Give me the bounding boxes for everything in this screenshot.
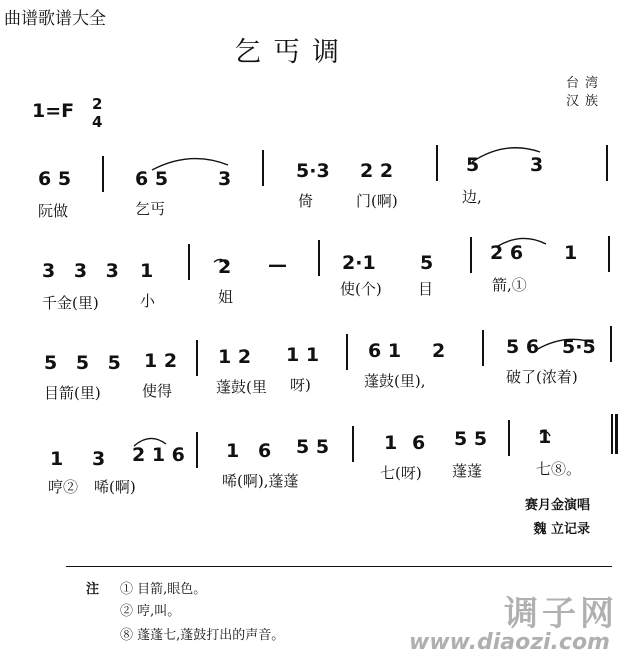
bar-line xyxy=(196,432,198,468)
bar-line xyxy=(346,334,348,370)
s2-lyric: 箭,① xyxy=(492,276,527,294)
s3-note: 5 5 5 xyxy=(44,352,127,374)
bar-line xyxy=(470,237,472,273)
bar-line xyxy=(608,236,610,272)
s1-note: 2 2 xyxy=(360,160,394,182)
bar-line xyxy=(352,426,354,462)
s1-lyric: 边, xyxy=(462,188,482,206)
s2-note: 1 xyxy=(564,242,578,264)
footnote-divider xyxy=(66,566,612,567)
s3-note: 6 1 xyxy=(368,340,402,362)
bar-line xyxy=(196,340,198,376)
s1-note: 5 xyxy=(466,154,480,176)
s2-lyric: 姐 xyxy=(218,288,234,306)
s4-note: 3 xyxy=(92,448,106,470)
s1-lyric: 乞丐 xyxy=(135,200,166,218)
s4-note: 2 1 6 xyxy=(132,444,185,466)
bar-line xyxy=(436,145,438,181)
credit-singer: 赛月金演唱 xyxy=(524,498,590,513)
bar-line xyxy=(508,420,510,456)
s4-lyric: 七(呀) xyxy=(380,464,422,482)
s3-lyric: 蓬鼓(里), xyxy=(364,372,426,390)
bar-line xyxy=(610,326,612,362)
bar-line xyxy=(262,150,264,186)
s2-note: 3 3 3 xyxy=(42,260,125,282)
s4-note: 5 5 xyxy=(454,428,488,450)
time-signature-bottom: 4 xyxy=(92,113,103,131)
footnote-2: ② 哼,叫。 xyxy=(120,604,181,619)
bar-line xyxy=(615,414,618,454)
s3-note: 1 1 xyxy=(286,344,320,366)
s3-note: 1 2 xyxy=(144,350,178,372)
s3-note: 5·5 xyxy=(562,336,596,358)
s2-lyric: 目 xyxy=(418,280,434,298)
s2-note: 1 xyxy=(140,260,154,282)
s4-note: 1 xyxy=(538,426,552,448)
bar-line xyxy=(606,145,608,181)
time-signature-top: 2 xyxy=(92,95,103,113)
s1-note: 5·3 xyxy=(296,160,330,182)
s4-lyric: 唏(啊),蓬蓬 xyxy=(222,472,299,490)
s2-note: 2 6 xyxy=(490,242,524,264)
origin-region: 台湾 xyxy=(565,76,604,91)
s3-lyric: 蓬鼓(里 xyxy=(216,378,267,396)
s4-lyric: 唏(啊) xyxy=(94,478,136,496)
s3-lyric: 破了(浓着) xyxy=(506,368,578,386)
s4-note: 5 5 xyxy=(296,436,330,458)
s3-note: 1 2 xyxy=(218,346,252,368)
s3-lyric: 目箭(里) xyxy=(44,384,101,402)
s4-note: 1 xyxy=(50,448,64,470)
s2-note: — xyxy=(268,254,287,276)
origin-ethnicity: 汉族 xyxy=(565,94,604,109)
bar-line xyxy=(188,244,190,280)
s2-note: 5 xyxy=(420,252,434,274)
s1-lyric: 门(啊) xyxy=(356,192,398,210)
s4-lyric: 蓬蓬 xyxy=(452,462,483,480)
s2-lyric: 千金(里) xyxy=(42,294,99,312)
key-signature: 1=F xyxy=(32,100,75,122)
credit-recorder: 魏 立记录 xyxy=(533,522,590,537)
bar-line xyxy=(102,156,104,192)
s4-note: 6 xyxy=(258,440,272,462)
footnote-3: ⑧ 蓬蓬七,蓬鼓打出的声音。 xyxy=(120,628,285,643)
s3-lyric: 使得 xyxy=(142,382,173,400)
s2-note: 2 xyxy=(218,256,232,278)
s1-lyric: 倚 xyxy=(298,192,314,210)
notes-label: 注 xyxy=(86,582,100,597)
s2-note: 2·1 xyxy=(342,252,376,274)
s4-note: 6 xyxy=(412,432,426,454)
s1-note: 3 xyxy=(218,168,232,190)
footnote-1: ① 目箭,眼色。 xyxy=(120,582,207,597)
s1-note: 6 5 xyxy=(38,168,72,190)
s2-lyric: 小 xyxy=(140,292,156,310)
bar-line xyxy=(318,240,320,276)
song-title: 乞丐调 xyxy=(234,37,351,68)
bar-line xyxy=(482,330,484,366)
site-tag: 曲谱歌谱大全 xyxy=(4,9,106,29)
s3-lyric: 呀) xyxy=(290,376,311,394)
s4-lyric: 七⑧。 xyxy=(536,460,582,478)
watermark-text: 调子网 xyxy=(504,594,618,634)
s4-note: 1 xyxy=(226,440,240,462)
bar-line xyxy=(611,414,613,454)
s1-note: 3 xyxy=(530,154,544,176)
s1-note: 6 5 xyxy=(135,168,169,190)
s4-lyric: 哼② xyxy=(48,478,79,496)
watermark-url: www.diaozi.com xyxy=(409,630,610,655)
s3-note: 2 xyxy=(432,340,446,362)
s2-lyric: 使(个) xyxy=(340,280,382,298)
s1-lyric: 阮做 xyxy=(38,202,69,220)
s4-note: 1 xyxy=(384,432,398,454)
s3-note: 5 6 xyxy=(506,336,540,358)
